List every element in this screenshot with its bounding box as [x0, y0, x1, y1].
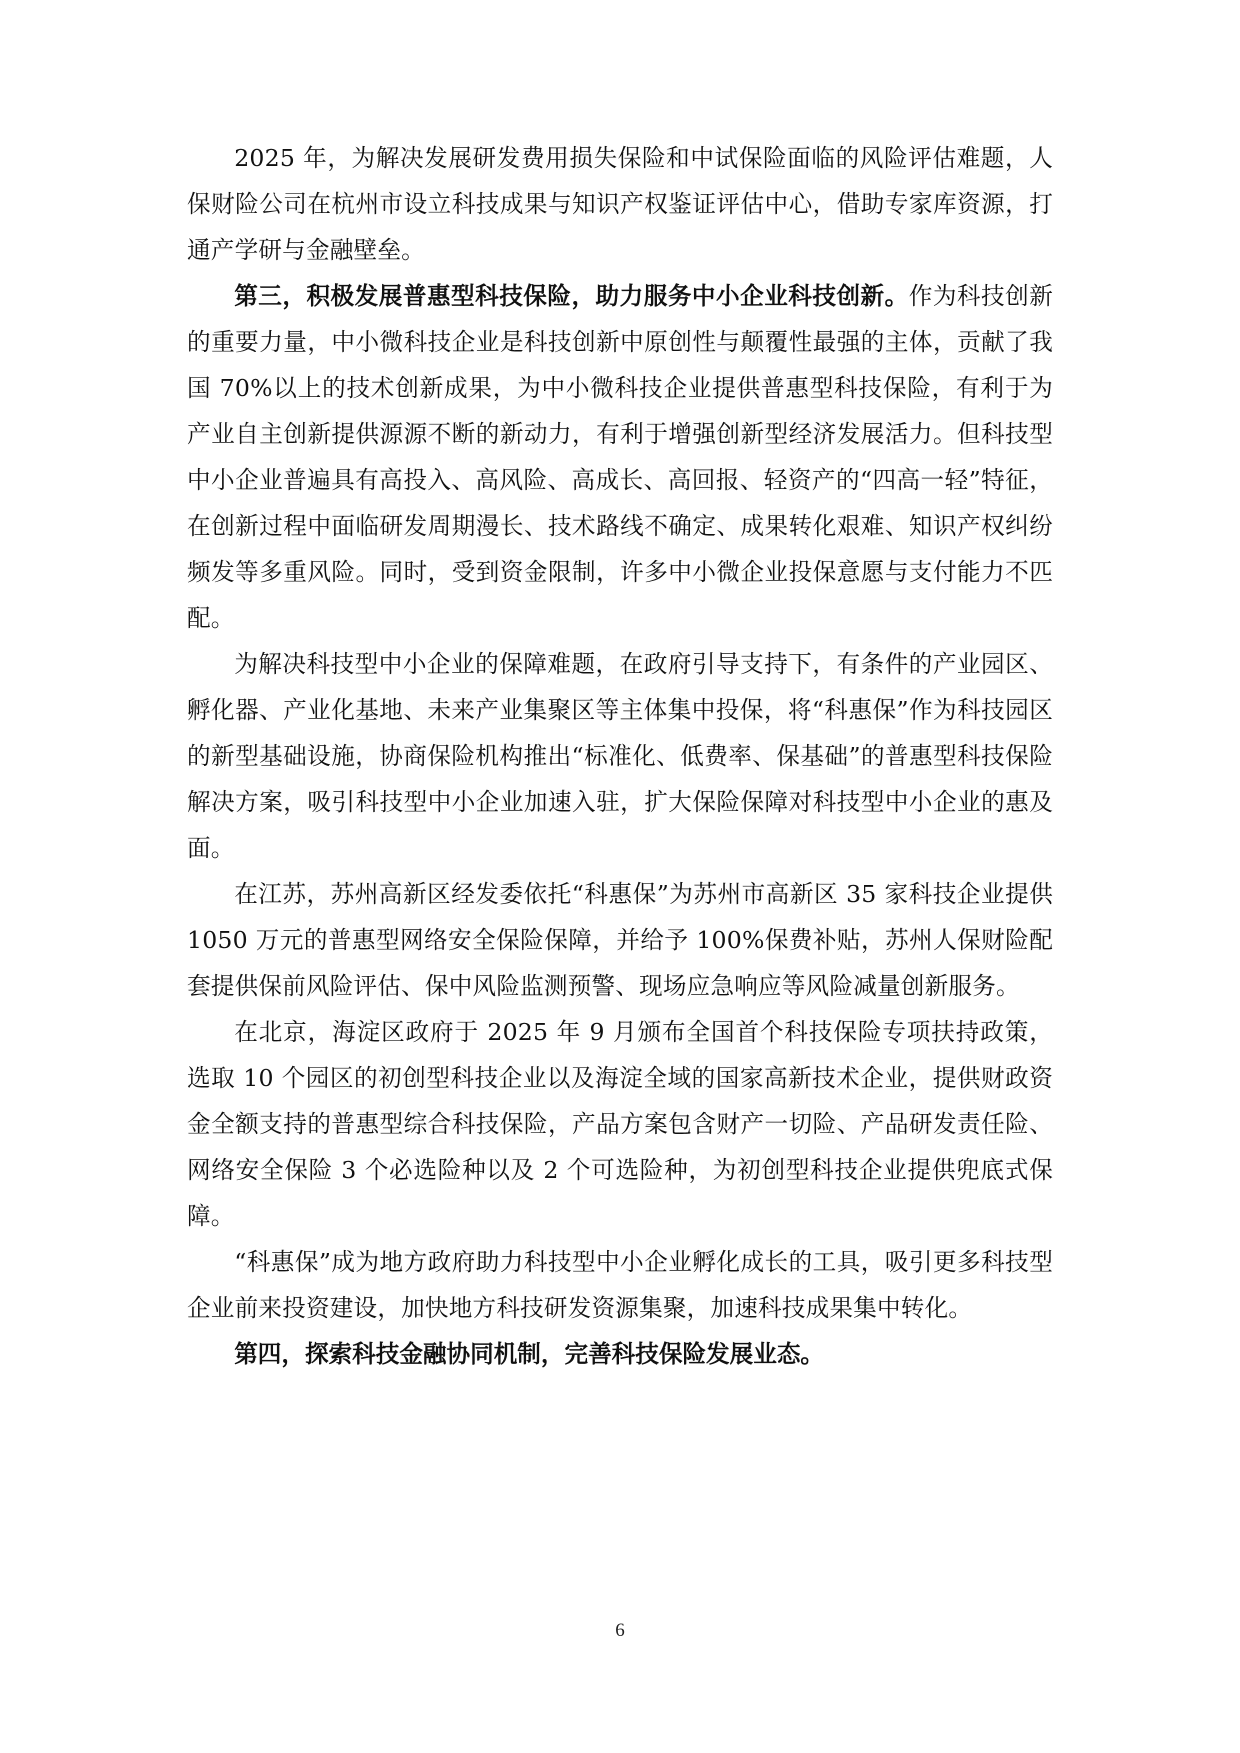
paragraph-body: 在江苏，苏州高新区经发委依托“科惠保”为苏州市高新区 35 家科技企业提供 1050 万元的普惠型网络安全保险保障，并给予 100%保费补贴，苏州人保财险配套提供保前风险评估、保中风险监测预警、现场应急响应等风险减量创新服务。 — [187, 880, 1053, 1000]
paragraph-kehuibao-summary — [187, 1239, 1053, 1331]
paragraph-jiangsu-example — [187, 871, 1053, 1009]
paragraph-body: “科惠保”成为地方政府助力科技型中小企业孵化成长的工具，吸引更多科技型企业前来投资建设，加快地方科技研发资源集聚，加速科技成果集中转化。 — [187, 1248, 1053, 1322]
paragraph-body: 2025 年，为解决发展研发费用损失保险和中试保险面临的风险评估难题，人保财险公司在杭州市设立科技成果与知识产权鉴证评估中心，借助专家库资源，打通产学研与金融壁垒。 — [187, 144, 1053, 264]
paragraph-hangzhou-center — [187, 135, 1053, 273]
section-three-heading: 第三，积极发展普惠型科技保险，助力服务中小企业科技创新。 — [234, 282, 909, 310]
section-four-heading: 第四，探索科技金融协同机制，完善科技保险发展业态。 — [234, 1340, 825, 1368]
paragraph-government-guidance — [187, 641, 1053, 871]
page-number: 6 — [615, 1620, 625, 1641]
paragraph-beijing-example — [187, 1009, 1053, 1239]
document-page — [187, 135, 1053, 1377]
paragraph-body: 作为科技创新的重要力量，中小微科技企业是科技创新中原创性与颠覆性最强的主体，贡献了我国 70%以上的技术创新成果，为中小微科技企业提供普惠型科技保险，有利于为产业自主创新提供源源不断的新动力，有利于增强创新型经济发展活力。但科技型中小企业普遍具有高投入、高风险、高成长、高回报、轻资产的“四高一轻”特征，在创新过程中面临研发周期漫长、技术路线不确定、成果转化艰难、知识产权纠纷频发等多重风险。同时，受到资金限制，许多中小微企业投保意愿与支付能力不匹配。 — [187, 282, 1053, 632]
paragraph-body: 为解决科技型中小企业的保障难题，在政府引导支持下，有条件的产业园区、孵化器、产业化基地、未来产业集聚区等主体集中投保，将“科惠保”作为科技园区的新型基础设施，协商保险机构推出“标准化、低费率、保基础”的普惠型科技保险解决方案，吸引科技型中小企业加速入驻，扩大保险保障对科技型中小企业的惠及面。 — [187, 650, 1053, 862]
paragraph-body: 在北京，海淀区政府于 2025 年 9 月颁布全国首个科技保险专项扶持政策，选取 10 个园区的初创型科技企业以及海淀全域的国家高新技术企业，提供财政资金全额支持的普惠型综合科技保险，产品方案包含财产一切险、产品研发责任险、网络安全保险 3 个必选险种以及 2 个可选险种，为初创型科技企业提供兜底式保障。 — [187, 1018, 1053, 1230]
paragraph-section-three — [187, 273, 1053, 641]
